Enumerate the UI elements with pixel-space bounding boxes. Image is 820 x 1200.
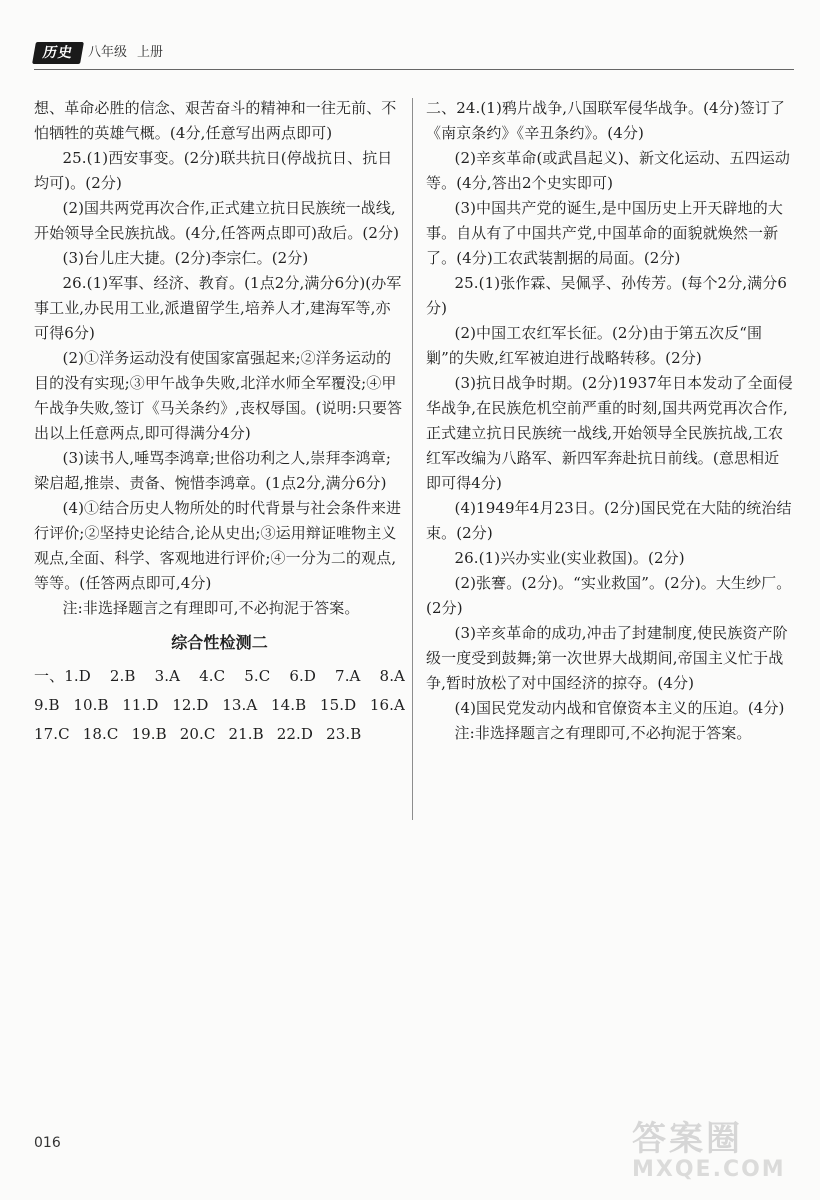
answer-cell: 2.B: [109, 667, 136, 685]
left-paragraph-5: 26.(1)军事、经济、教育。(1点2分,满分6分)(办军事工业,办民用工业,派遣留学生,培养人才,建海军等,亦可得6分): [34, 274, 402, 342]
right-paragraph-2: (2)辛亥革命(或武昌起义)、新文化运动、五四运动等。(4分,答出2个史实即可): [426, 149, 790, 192]
answer-cell: 12.D: [172, 696, 209, 714]
right-paragraph-1: 二、24.(1)鸦片战争,八国联军侵华战争。(4分)签订了《南京条约》《辛丑条约》。(4分): [426, 99, 786, 142]
grade-label: 八年级: [88, 45, 128, 60]
answer-cell: 20.C: [179, 725, 216, 743]
answer-cell: 17.C: [34, 725, 70, 743]
right-paragraph-7: (4)1949年4月23日。(2分)国民党在大陆的统治结束。(2分): [426, 499, 792, 542]
volume-label: 上册: [137, 45, 164, 60]
answer-cell: 21.B: [228, 725, 264, 743]
answer-cell: 6.D: [289, 667, 316, 685]
header-meta: [88, 43, 163, 63]
answer-cell: 18.C: [82, 725, 119, 743]
answer-cell: 8.A: [379, 667, 405, 685]
answer-cell: 5.C: [244, 667, 271, 685]
left-paragraph-9: 注:非选择题言之有理即可,不必拘泥于答案。: [62, 599, 360, 617]
answer-cell: 3.A: [154, 667, 181, 685]
answer-cell: 13.A: [222, 696, 258, 714]
watermark-url-text: MXQE.COM: [632, 1157, 786, 1182]
subject-badge: 历史: [32, 42, 84, 64]
answer-cell: 22.D: [276, 725, 314, 743]
site-watermark: [632, 1120, 802, 1190]
answer-cell: 16.A: [369, 696, 405, 714]
answer-cell: 9.B: [34, 696, 60, 714]
answer-cell: 4.C: [199, 667, 226, 685]
right-paragraph-10: (3)辛亥革命的成功,冲击了封建制度,使民族资产阶级一度受到鼓舞;第一次世界大战期间,帝国主义忙于战争,暂时放松了对中国经济的掠夺。(4分): [426, 624, 788, 692]
left-paragraph-2: 25.(1)西安事变。(2分)联共抗日(停战抗日、抗日均可)。(2分): [34, 149, 393, 192]
answer-cell: 一、1.D: [34, 667, 91, 685]
right-paragraph-4: 25.(1)张作霖、吴佩孚、孙传芳。(每个2分,满分6分): [426, 274, 788, 317]
left-column: [34, 96, 405, 749]
column-divider: [412, 98, 413, 820]
left-paragraph-1: 想、革命必胜的信念、艰苦奋斗的精神和一往无前、不怕牺牲的英雄气概。(4分,任意写出两点即可): [34, 99, 397, 142]
left-paragraph-4: (3)台儿庄大捷。(2分)李宗仁。(2分): [62, 249, 309, 267]
page-header: [34, 34, 794, 70]
right-paragraph-5: (2)中国工农红军长征。(2分)由于第五次反“围剿”的失败,红军被迫进行战略转移。(2分): [426, 324, 763, 367]
answer-cell: 7.A: [335, 667, 361, 685]
answer-row-3: [34, 720, 405, 749]
watermark-logo-text: 答案圈: [632, 1119, 743, 1159]
left-paragraph-6: (2)①洋务运动没有使国家富强起来;②洋务运动的目的没有实现;③甲午战争失败,北洋水师全军覆没;④甲午战争失败,签订《马关条约》,丧权辱国。(说明:只要答出以上任意两点,即可得满分4分): [34, 349, 403, 442]
page-number: 016: [34, 1135, 61, 1151]
right-column: [426, 96, 793, 746]
section-title: 综合性检测二: [171, 633, 268, 652]
right-paragraph-12: 注:非选择题言之有理即可,不必拘泥于答案。: [454, 724, 752, 742]
answer-cell: 14.B: [270, 696, 307, 714]
right-paragraph-11: (4)国民党发动内战和官僚资本主义的压迫。(4分): [454, 699, 785, 717]
right-paragraph-8: 26.(1)兴办实业(实业救国)。(2分): [454, 549, 685, 567]
right-paragraph-9: (2)张謇。(2分)。“实业救国”。(2分)。大生纱厂。(2分): [426, 574, 792, 617]
answer-cell: 19.B: [131, 725, 167, 743]
answer-cell: 15.D: [319, 696, 357, 714]
left-paragraph-3: (2)国共两党再次合作,正式建立抗日民族统一战线,开始领导全民族抗战。(4分,任答两点即可)敌后。(2分): [34, 199, 400, 242]
answer-cell: 23.B: [326, 725, 362, 743]
header-rule: [34, 69, 794, 70]
right-paragraph-3: (3)中国共产党的诞生,是中国历史上开天辟地的大事。自从有了中国共产党,中国革命的面貌就焕然一新了。(4分)工农武装割据的局面。(2分): [426, 199, 783, 267]
answer-cell: 11.D: [122, 696, 159, 714]
answer-row-2: [34, 691, 405, 720]
right-paragraph-6: (3)抗日战争时期。(2分)1937年日本发动了全面侵华战争,在民族危机空前严重的时刻,国共两党再次合作,正式建立抗日民族统一战线,开始领导全民族抗战,工农红军改编为八路军、新四军奔赴抗日前线。(意思相近即可得4分): [426, 374, 793, 492]
left-paragraph-8: (4)①结合历史人物所处的时代背景与社会条件来进行评价;②坚持史论结合,论从史出;③运用辩证唯物主义观点,全面、科学、客观地进行评价;④一分为二的观点,等等。(任答两点即可,4分): [34, 499, 402, 592]
left-paragraph-7: (3)读书人,唾骂李鸿章;世俗功利之人,崇拜李鸿章;梁启超,推崇、责备、惋惜李鸿章。(1点2分,满分6分): [34, 449, 391, 492]
answer-row-1: [34, 662, 405, 691]
answer-cell: 10.B: [73, 696, 109, 714]
